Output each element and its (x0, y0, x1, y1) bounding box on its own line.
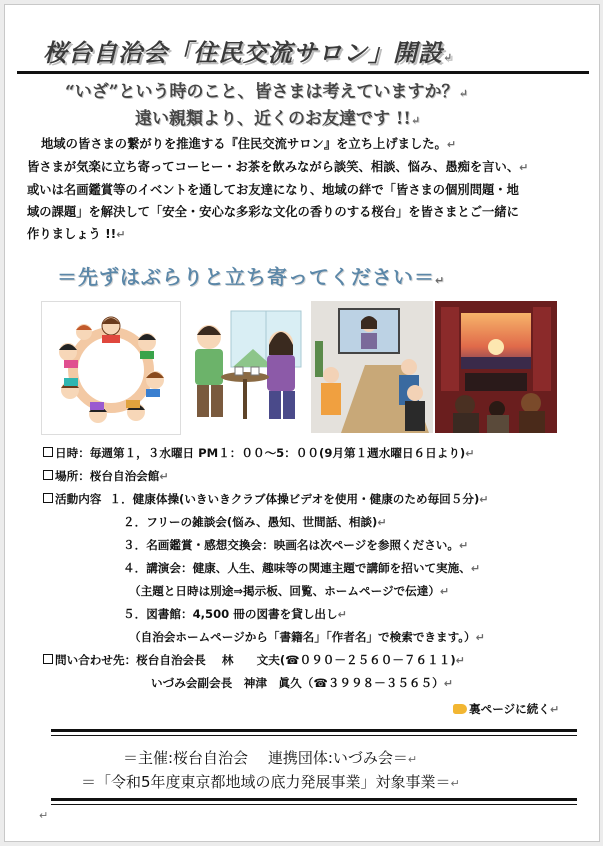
footer-program: ＝「令和5年度東京都地域の底力発展事業」対象事業＝↵ (81, 773, 460, 791)
title-divider (17, 71, 589, 74)
activity-item: ４．講演会：健康、人生、趣味等の関連主題で講師を招いて実施、↵ (123, 561, 481, 575)
contact-line: 問い合わせ先：桜台自治会長 林 文夫(☎０９０－２５６０－７６１１)↵ (43, 650, 465, 670)
footer-rule-bottom (51, 798, 577, 801)
place-line: 場所：桜台自治会館↵ (43, 466, 169, 486)
invite-heading: ＝先ずはぶらりと立ち寄ってください＝↵ (57, 265, 446, 289)
pointing-hand-icon (453, 704, 467, 714)
tea-conversation-illustration (183, 301, 305, 433)
footer-organizer: ＝主催:桜台自治会 連携団体:いづみ会＝↵ (123, 749, 418, 767)
activity-note: （自治会ホームページから「書籍名」「作者名」で検索できます。）↵ (129, 630, 485, 644)
people-circle-illustration (41, 301, 181, 435)
bullet-box-icon (43, 654, 53, 664)
video-meeting-illustration (311, 301, 433, 433)
bullet-box-icon (43, 493, 53, 503)
paragraph-mark: ↵ (39, 809, 49, 822)
contact-line-2: いづみ会副会長 神津 眞久（☎３９９８－３５６５）↵ (151, 676, 453, 690)
footer-rule-bottom-thin (51, 804, 577, 805)
slogan-heading: 遠い親類より、近くのお友達です !!↵ (135, 109, 421, 129)
bullet-box-icon (43, 447, 53, 457)
movie-viewing-illustration (435, 301, 557, 433)
footer-rule-top (51, 729, 577, 732)
activity-item: ２．フリーの雑談会(悩み、愚知、世間話、相談)↵ (123, 515, 387, 529)
datetime-line: 日時：毎週第１，３水曜日 PM１：００～5：００(9月第１週水曜日６日より)↵ (43, 443, 474, 463)
activity-note: （主題と日時は別途⇒掲示板、回覧、ホームページで伝達）↵ (129, 584, 450, 598)
continue-note: 裏ページに続く↵ (453, 700, 559, 718)
activity-item: ５．図書館：4,500 冊の図書を貸し出し↵ (123, 607, 347, 621)
footer-rule-top-thin (51, 735, 577, 736)
document-title: 桜台自治会「住民交流サロン」開設↵ (43, 38, 454, 67)
document-page (4, 4, 600, 842)
question-heading: “いざ”という時のこと、皆さまは考えていますか？↵ (65, 82, 468, 102)
activity-item: ３．名画鑑賞・感想交換会：映画名は次ページを参照ください。↵ (123, 538, 469, 552)
intro-paragraph: 地域の皆さまの繋がりを推進する『住民交流サロン』を立ち上げました。↵ 皆さまが気楽に立ち寄ってコーヒー・お茶を飲みながら談笑、相談、悩み、愚痴を言い、↵ 或いは名画鑑賞等のイベントを通してお友達になり、地域の絆で「皆さまの個別問題・地 域の課題」を解決して「安全・安心な多彩な文化の香りのする桜台」を皆さまとご一緒に 作りましょう !!↵ (27, 137, 529, 241)
bullet-box-icon (43, 470, 53, 480)
activities-line: 活動内容 １．健康体操(いきいきクラブ体操ビデオを使用・健康のため毎回５分)↵ (43, 489, 488, 509)
